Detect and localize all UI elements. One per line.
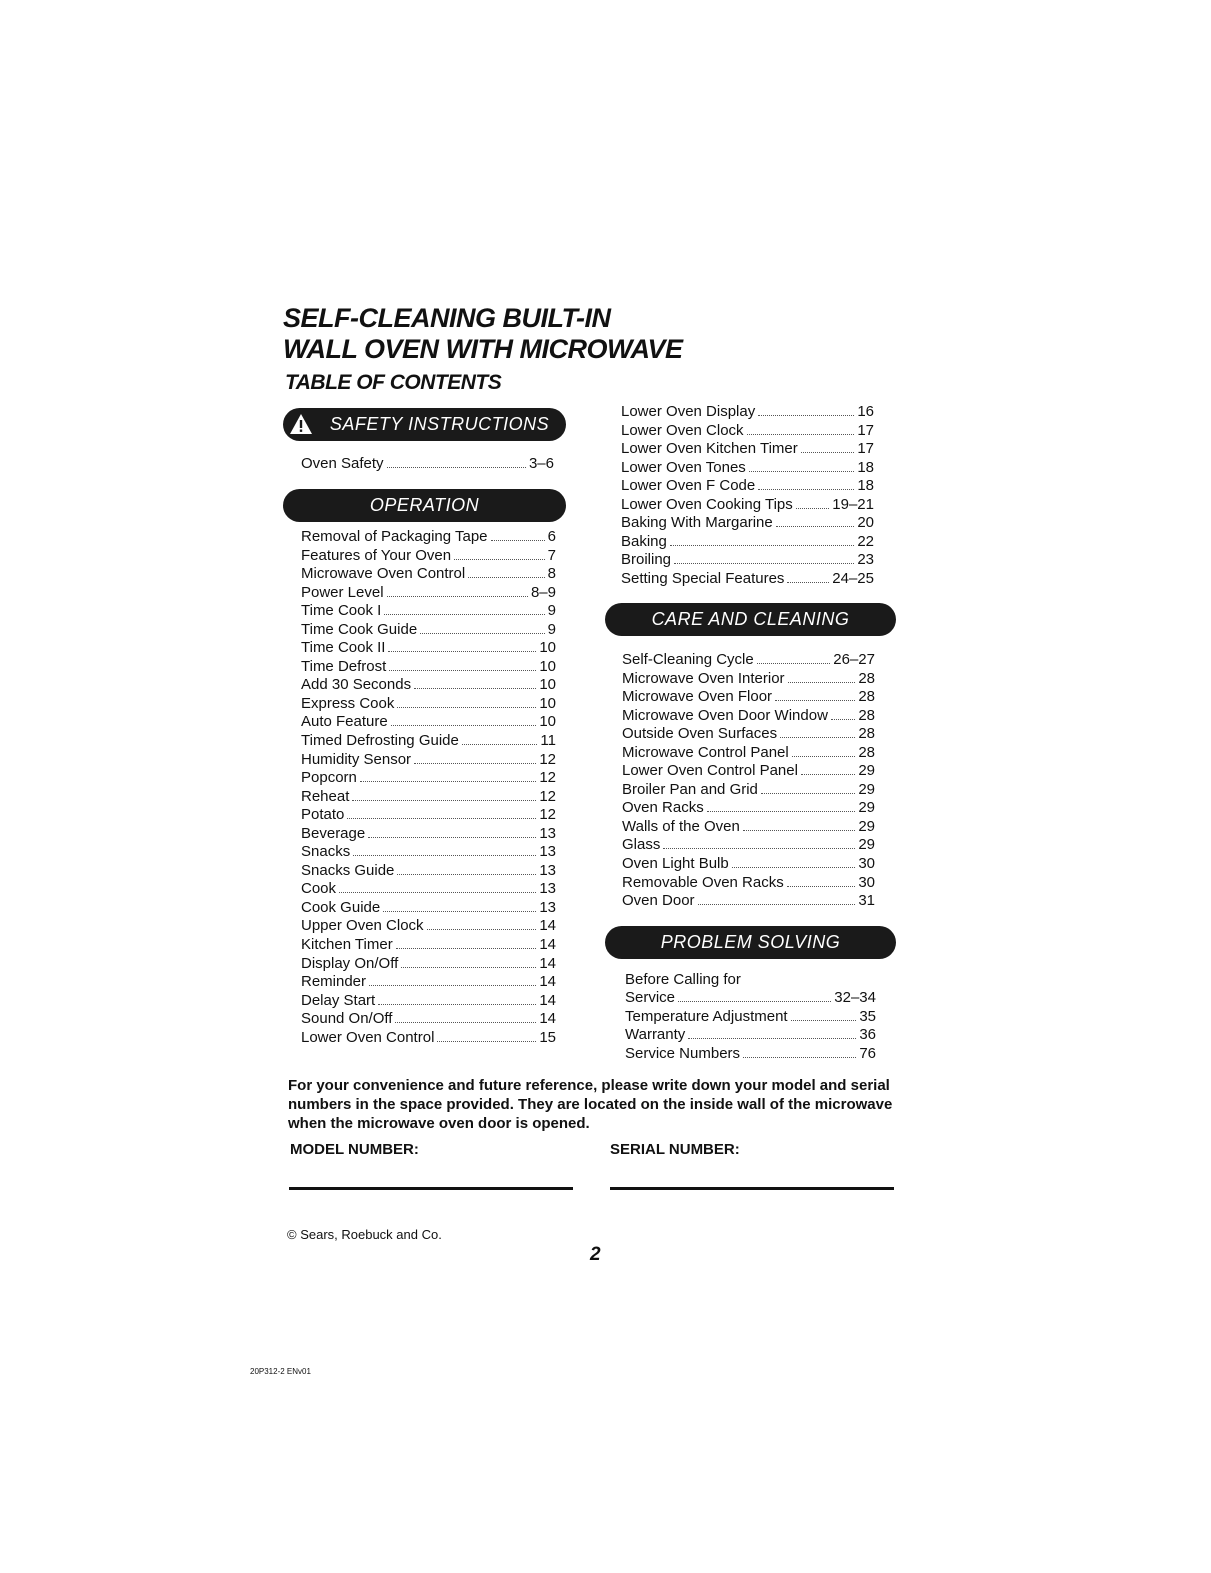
dot-leader — [383, 900, 536, 912]
toc-entry-label: Time Cook II — [301, 639, 386, 657]
toc-entry-label: Reminder — [301, 973, 367, 991]
toc-entry — [622, 799, 875, 818]
toc-entry-label: Cook Guide — [301, 898, 381, 916]
toc-entry-label: Oven Light Bulb — [622, 855, 729, 873]
toc-entry-page: 31 — [858, 892, 875, 910]
toc-entry-label: Timed Defrosting Guide — [301, 732, 459, 750]
operation-banner — [283, 489, 566, 522]
title-line-2: WALL OVEN WITH MICROWAVE — [283, 334, 683, 364]
toc-entry-label: Beverage — [301, 824, 366, 842]
toc-entry-page: 13 — [539, 824, 556, 842]
toc-entry-label: Broiler Pan and Grid — [622, 780, 758, 798]
dot-leader — [387, 456, 526, 468]
toc-entry-label: Oven Door — [622, 892, 695, 910]
toc-entry-page: 18 — [857, 458, 874, 476]
dot-leader — [397, 696, 536, 708]
dot-leader — [401, 956, 536, 968]
toc-entry — [622, 725, 875, 744]
toc-entry-page: 14 — [539, 954, 556, 972]
document-id: 20P312-2 ENv01 — [250, 1367, 311, 1376]
toc-entry-page: 29 — [858, 799, 875, 817]
toc-entry — [301, 528, 556, 547]
toc-entry — [301, 1010, 556, 1029]
toc-entry-label: Lower Oven Tones — [621, 458, 746, 476]
dot-leader — [414, 677, 536, 689]
toc-entry — [622, 651, 875, 670]
toc-entry-label: Kitchen Timer — [301, 936, 393, 954]
title-line-1: SELF-CLEANING BUILT-IN — [283, 303, 611, 333]
dot-leader — [791, 1009, 857, 1021]
toc-entry-label: Time Cook I — [301, 602, 382, 620]
toc-entry-page: 7 — [547, 546, 556, 564]
toc-entry-page: 12 — [539, 769, 556, 787]
problem-pre-line: Before Calling for — [625, 971, 741, 988]
dot-leader — [688, 1027, 856, 1039]
toc-entry — [301, 658, 556, 677]
toc-entry — [621, 440, 874, 459]
toc-entry — [625, 1045, 876, 1064]
toc-entry-label: Microwave Oven Door Window — [622, 706, 828, 724]
toc-entry-page: 12 — [539, 806, 556, 824]
toc-entry-page: 28 — [858, 743, 875, 761]
dot-leader — [347, 807, 536, 819]
toc-entry — [301, 880, 556, 899]
problem-banner — [605, 926, 896, 959]
page-number: 2 — [590, 1244, 601, 1265]
operation-entries — [301, 528, 556, 1047]
toc-entry — [622, 855, 875, 874]
dot-leader — [758, 478, 854, 490]
toc-entry-page: 18 — [857, 477, 874, 495]
dot-leader — [743, 1046, 856, 1058]
toc-entry-page: 28 — [858, 688, 875, 706]
toc-entry-page: 10 — [539, 676, 556, 694]
toc-entry — [625, 1008, 876, 1027]
toc-entry-page: 29 — [858, 836, 875, 854]
dot-leader — [674, 552, 854, 564]
toc-entry-label: Sound On/Off — [301, 1010, 393, 1028]
toc-entry-page: 10 — [539, 639, 556, 657]
dot-leader — [787, 571, 829, 583]
toc-entry-page: 11 — [540, 732, 556, 750]
toc-entry-label: Setting Special Features — [621, 569, 785, 587]
toc-entry-label: Upper Oven Clock — [301, 917, 424, 935]
toc-entry — [622, 670, 875, 689]
document-title — [283, 303, 683, 365]
toc-entry — [622, 781, 875, 800]
toc-entry-label: Microwave Control Panel — [622, 743, 789, 761]
toc-entry — [621, 496, 874, 515]
toc-entry — [301, 862, 556, 881]
dot-leader — [792, 745, 856, 757]
toc-entry-page: 32–34 — [834, 989, 876, 1006]
dot-leader — [378, 993, 536, 1005]
toc-entry-page: 13 — [539, 843, 556, 861]
toc-entry-label: Outside Oven Surfaces — [622, 725, 778, 743]
toc-entry-label: Features of Your Oven — [301, 546, 452, 564]
toc-entry-label: Glass — [622, 836, 661, 854]
toc-entry — [301, 547, 556, 566]
toc-entry — [622, 688, 875, 707]
toc-entry — [301, 455, 554, 474]
dot-leader — [743, 819, 855, 831]
toc-entry-label: Display On/Off — [301, 954, 399, 972]
dot-leader — [747, 423, 855, 435]
toc-entry-label: Reheat — [301, 787, 350, 805]
toc-entry — [301, 917, 556, 936]
dot-leader — [787, 875, 856, 887]
toc-entry — [301, 806, 556, 825]
toc-entry-page: 20 — [857, 514, 874, 532]
toc-entry-label: Lower Oven Clock — [621, 421, 744, 439]
toc-entry-label: Snacks Guide — [301, 861, 395, 879]
dot-leader — [758, 404, 854, 416]
toc-entry — [622, 762, 875, 781]
dot-leader — [420, 622, 545, 634]
toc-entry-label: Lower Oven Control — [301, 1028, 435, 1046]
toc-entry-page: 30 — [858, 855, 875, 873]
toc-entry — [621, 422, 874, 441]
warning-triangle-icon — [289, 413, 313, 435]
toc-entry-page: 10 — [539, 713, 556, 731]
safety-banner — [283, 408, 566, 441]
problem-banner-label: PROBLEM SOLVING — [660, 932, 841, 952]
problem-entries — [625, 989, 876, 1063]
toc-entry-page: 26–27 — [833, 651, 875, 668]
toc-entry — [622, 744, 875, 763]
toc-entry — [622, 892, 875, 911]
dot-leader — [670, 534, 854, 546]
toc-entry-page: 10 — [539, 694, 556, 712]
toc-entry-label: Time Defrost — [301, 657, 387, 675]
toc-entry-page: 12 — [539, 787, 556, 805]
toc-entry — [301, 565, 556, 584]
dot-leader — [454, 548, 545, 560]
toc-entry — [621, 403, 874, 422]
toc-entry-page: 13 — [539, 880, 556, 898]
dot-leader — [678, 990, 831, 1002]
toc-entry-page: 24–25 — [832, 569, 874, 587]
care-banner — [605, 603, 896, 636]
safety-entries — [301, 455, 554, 474]
toc-entry — [621, 459, 874, 478]
toc-entry — [301, 992, 556, 1011]
dot-leader — [369, 974, 536, 986]
dot-leader — [796, 497, 830, 509]
toc-entry-page: 29 — [858, 762, 875, 780]
toc-entry-label: Walls of the Oven — [622, 817, 740, 835]
toc-entry — [622, 818, 875, 837]
model-number-label: MODEL NUMBER: — [290, 1141, 419, 1158]
toc-entry — [301, 584, 556, 603]
toc-entry-page: 36 — [859, 1026, 876, 1044]
toc-entry-page: 29 — [858, 780, 875, 798]
toc-entry-label: Lower Oven Control Panel — [622, 762, 798, 780]
operation-banner-label: OPERATION — [369, 495, 480, 515]
dot-leader — [388, 640, 536, 652]
toc-entry — [301, 713, 556, 732]
toc-entry-label: Service Numbers — [625, 1044, 741, 1062]
toc-entry-page: 17 — [857, 440, 874, 458]
toc-entry-label: Lower Oven Kitchen Timer — [621, 440, 798, 458]
toc-entry-page: 15 — [539, 1028, 556, 1046]
dot-leader — [707, 800, 856, 812]
toc-entry-page: 23 — [857, 551, 874, 569]
toc-entry-label: Auto Feature — [301, 713, 388, 731]
dot-leader — [360, 770, 536, 782]
toc-entry-label: Temperature Adjustment — [625, 1007, 788, 1025]
toc-entry — [301, 788, 556, 807]
dot-leader — [395, 1011, 536, 1023]
toc-entry-label: Baking With Margarine — [621, 514, 773, 532]
dot-leader — [368, 826, 536, 838]
dot-leader — [389, 659, 536, 671]
dot-leader — [353, 844, 536, 856]
toc-entry-label: Cook — [301, 880, 337, 898]
toc-entry — [301, 621, 556, 640]
toc-entry — [621, 514, 874, 533]
toc-entry — [301, 695, 556, 714]
toc-entry — [625, 1026, 876, 1045]
dot-leader — [776, 515, 855, 527]
dot-leader — [462, 733, 538, 745]
dot-leader — [761, 782, 855, 794]
toc-entry — [621, 570, 874, 589]
dot-leader — [397, 863, 536, 875]
toc-entry-label: Microwave Oven Floor — [622, 688, 773, 706]
dot-leader — [427, 918, 537, 930]
toc-entry-label: Warranty — [625, 1026, 686, 1044]
toc-entry-page: 17 — [857, 421, 874, 439]
toc-entry — [622, 707, 875, 726]
toc-entry — [301, 639, 556, 658]
toc-entry-label: Power Level — [301, 583, 384, 601]
toc-entry-page: 28 — [858, 669, 875, 687]
toc-entry — [301, 955, 556, 974]
toc-entry-page: 76 — [859, 1044, 876, 1062]
toc-entry — [301, 751, 556, 770]
reference-note: For your convenience and future reference, please write down your model and serial numbers in the space provided. They are located on the inside wall of the microwave when the microwave oven door is opened. — [288, 1077, 893, 1132]
dot-leader — [801, 763, 855, 775]
dot-leader — [391, 714, 537, 726]
toc-entry-label: Baking — [621, 532, 667, 550]
toc-entry-page: 14 — [539, 1010, 556, 1028]
toc-heading: TABLE OF CONTENTS — [285, 371, 502, 394]
toc-entry — [621, 477, 874, 496]
model-number-line — [289, 1187, 573, 1190]
toc-entry-label: Service — [625, 989, 676, 1006]
toc-entry — [301, 825, 556, 844]
toc-entry-page: 14 — [539, 936, 556, 954]
toc-entry-page: 30 — [858, 873, 875, 891]
toc-entry-page: 14 — [539, 991, 556, 1009]
toc-entry — [621, 533, 874, 552]
dot-leader — [757, 652, 831, 664]
toc-entry-page: 28 — [858, 725, 875, 743]
toc-entry — [625, 989, 876, 1008]
copyright: © Sears, Roebuck and Co. — [287, 1227, 442, 1242]
toc-entry-label: Popcorn — [301, 769, 357, 787]
toc-entry-label: Self-Cleaning Cycle — [622, 651, 754, 668]
toc-entry-page: 19–21 — [832, 495, 874, 513]
dot-leader — [801, 441, 855, 453]
toc-entry-page: 9 — [547, 620, 556, 638]
toc-entry — [301, 1029, 556, 1048]
dot-leader — [339, 881, 536, 893]
dot-leader — [780, 726, 855, 738]
toc-entry — [301, 769, 556, 788]
toc-entry-label: Removal of Packaging Tape — [301, 528, 488, 545]
toc-entry-page: 8–9 — [530, 583, 556, 601]
dot-leader — [663, 837, 855, 849]
toc-entry — [301, 602, 556, 621]
dot-leader — [414, 752, 536, 764]
dot-leader — [775, 689, 855, 701]
dot-leader — [749, 460, 855, 472]
toc-entry-label: Potato — [301, 806, 345, 824]
toc-entry-label: Lower Oven F Code — [621, 477, 756, 495]
toc-entry-label: Lower Oven Display — [621, 403, 756, 420]
toc-entry-page: 35 — [859, 1007, 876, 1025]
toc-entry-label: Microwave Oven Interior — [622, 669, 785, 687]
serial-number-label: SERIAL NUMBER: — [610, 1141, 740, 1158]
toc-entry-label: Express Cook — [301, 694, 395, 712]
dot-leader — [732, 856, 856, 868]
care-banner-label: CARE AND CLEANING — [651, 609, 850, 629]
toc-entry-page: 3–6 — [528, 455, 554, 472]
dot-leader — [396, 937, 537, 949]
toc-entry-label: Microwave Oven Control — [301, 565, 466, 583]
toc-entry-page: 6 — [547, 528, 556, 545]
dot-leader — [387, 585, 528, 597]
toc-entry — [301, 899, 556, 918]
toc-entry-page: 28 — [858, 706, 875, 724]
toc-entry-page: 14 — [539, 917, 556, 935]
serial-number-line — [610, 1187, 894, 1190]
toc-entry-page: 16 — [857, 403, 874, 420]
toc-entry-page: 13 — [539, 861, 556, 879]
toc-entry-label: Humidity Sensor — [301, 750, 412, 768]
dot-leader — [352, 789, 536, 801]
toc-entry — [301, 732, 556, 751]
toc-entry-label: Add 30 Seconds — [301, 676, 412, 694]
toc-entry-label: Snacks — [301, 843, 351, 861]
toc-entry-page: 9 — [547, 602, 556, 620]
dot-leader — [437, 1030, 536, 1042]
dot-leader — [788, 671, 856, 683]
operation-cont-entries — [621, 403, 874, 588]
toc-entry-label: Broiling — [621, 551, 672, 569]
toc-entry-page: 8 — [547, 565, 556, 583]
toc-entry — [301, 676, 556, 695]
toc-entry-page: 13 — [539, 898, 556, 916]
toc-entry — [301, 973, 556, 992]
toc-entry — [301, 843, 556, 862]
toc-entry-page: 14 — [539, 973, 556, 991]
toc-entry-page: 29 — [858, 817, 875, 835]
toc-entry-label: Time Cook Guide — [301, 620, 418, 638]
toc-entry-label: Delay Start — [301, 991, 376, 1009]
toc-entry — [301, 936, 556, 955]
dot-leader — [468, 566, 544, 578]
toc-entry-label: Removable Oven Racks — [622, 873, 784, 891]
toc-entry — [622, 836, 875, 855]
dot-leader — [698, 893, 856, 905]
toc-entry-label: Oven Racks — [622, 799, 704, 817]
toc-entry-page: 10 — [539, 657, 556, 675]
care-entries — [622, 651, 875, 911]
toc-entry — [622, 874, 875, 893]
toc-entry-page: 22 — [857, 532, 874, 550]
dot-leader — [384, 603, 544, 615]
dot-leader — [831, 708, 855, 720]
toc-entry-label: Lower Oven Cooking Tips — [621, 495, 793, 513]
toc-entry — [621, 551, 874, 570]
toc-entry-page: 12 — [539, 750, 556, 768]
safety-banner-label: SAFETY INSTRUCTIONS — [329, 414, 550, 434]
dot-leader — [491, 529, 545, 541]
toc-entry-label: Oven Safety — [301, 455, 384, 472]
